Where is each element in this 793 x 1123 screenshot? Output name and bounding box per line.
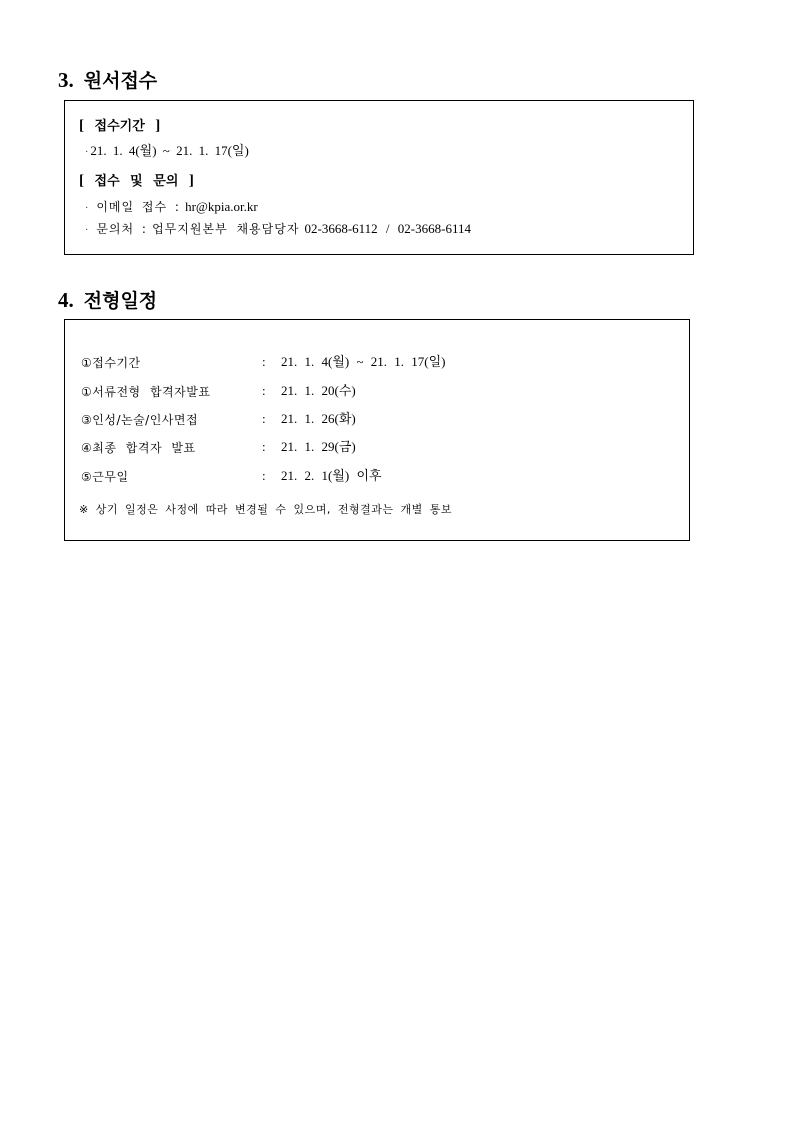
row-marker: ③ [81, 413, 93, 427]
email-label: 이메일 접수 : [96, 200, 180, 214]
bracket-close: ] [188, 173, 194, 189]
row-value: 21. 2. 1(월) 이후 [281, 468, 382, 483]
row-colon: : [262, 439, 266, 454]
bracket-open: [ [79, 173, 84, 189]
contact-heading-text: 접수 및 문의 [94, 174, 179, 189]
row-value: 21. 1. 26(화) [281, 411, 356, 426]
bracket-close: ] [155, 118, 161, 134]
section-3-number: 3. [58, 68, 74, 92]
row-colon: : [262, 411, 266, 426]
contact-heading [79, 173, 194, 190]
schedule-row [81, 411, 198, 428]
email-row [85, 198, 258, 217]
section-3-title: 원서접수 [83, 70, 158, 92]
schedule-row [81, 383, 210, 400]
schedule-row [81, 468, 129, 485]
row-label: 인성/논술/인사면접 [92, 413, 199, 427]
row-value: 21. 1. 29(금) [281, 439, 356, 454]
section-4-heading [58, 288, 157, 313]
row-value: 21. 1. 4(월) ~ 21. 1. 17(일) [281, 354, 446, 369]
row-marker: ⑤ [81, 470, 93, 484]
section-4-title: 전형일정 [83, 290, 158, 312]
row-value: 21. 1. 20(수) [281, 383, 356, 398]
period-row [85, 142, 249, 161]
period-heading [79, 118, 160, 135]
period-heading-text: 접수기간 [94, 119, 145, 134]
contact-row [85, 220, 471, 239]
row-label: 근무일 [92, 470, 129, 484]
email-value: hr@kpia.or.kr [185, 199, 258, 214]
bullet-icon: · [85, 203, 89, 214]
row-colon: : [262, 468, 266, 483]
row-label: 서류전형 합격자발표 [92, 385, 211, 399]
period-value: 21. 1. 4(월) ~ 21. 1. 17(일) [90, 143, 249, 158]
row-colon: : [262, 383, 266, 398]
schedule-row [81, 439, 196, 456]
bracket-open: [ [79, 118, 84, 134]
section-3-heading [58, 68, 157, 93]
contact-phones: 02-3668-6112 / 02-3668-6114 [304, 221, 471, 236]
row-label: 최종 합격자 발표 [92, 441, 196, 455]
schedule-note: ※ 상기 일정은 사정에 따라 변경될 수 있으며, 전형결과는 개별 통보 [79, 503, 452, 516]
contact-label: 문의처 : [96, 222, 147, 236]
schedule-row [81, 354, 141, 371]
schedule-box [64, 319, 690, 541]
bullet-icon: · [85, 147, 89, 158]
row-marker: ④ [81, 441, 93, 455]
section-4-number: 4. [58, 288, 74, 312]
contact-dept: 업무지원본부 채용담당자 [152, 222, 300, 236]
row-label: 접수기간 [92, 356, 141, 370]
bullet-icon: · [85, 225, 89, 236]
row-marker: ① [81, 385, 93, 399]
row-marker: ① [81, 356, 93, 370]
row-colon: : [262, 354, 266, 369]
application-info-box [64, 100, 694, 255]
